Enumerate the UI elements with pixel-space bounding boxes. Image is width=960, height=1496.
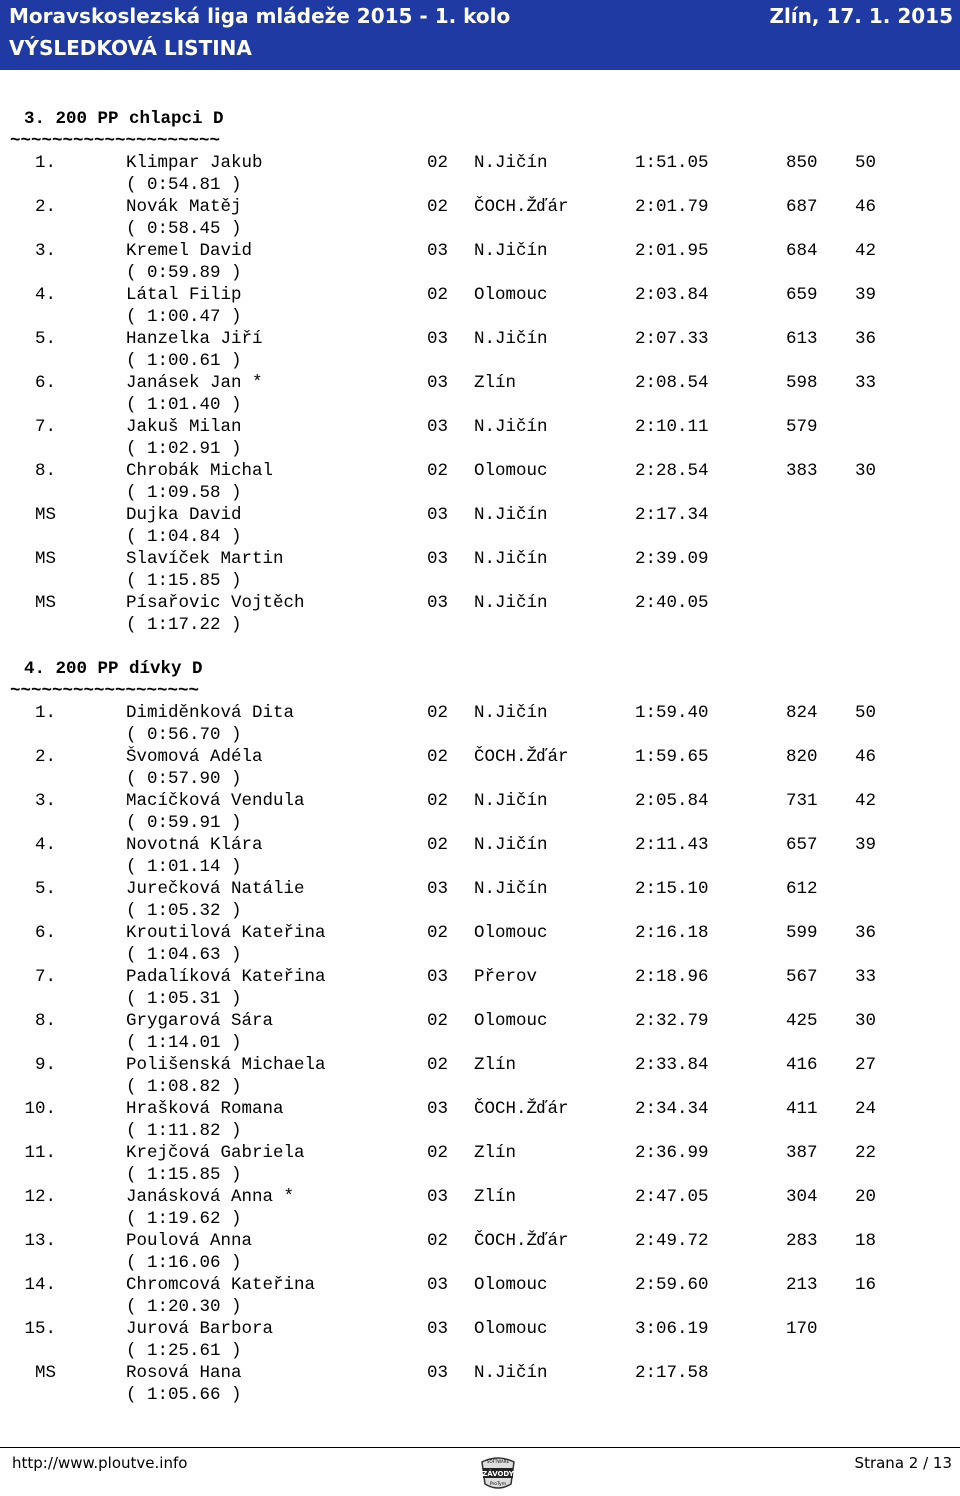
birth-year: 02	[427, 747, 449, 767]
result-row	[0, 878, 960, 922]
club-name: ČOCH.Žďár	[474, 1231, 569, 1251]
event-section	[0, 658, 960, 1406]
rank-cell: MS	[34, 505, 56, 525]
fina-points: 425	[786, 1011, 818, 1031]
birth-year: 03	[427, 1275, 449, 1295]
fina-points: 283	[786, 1231, 818, 1251]
club-name: N.Jičín	[474, 703, 548, 723]
split-time: ( 0:59.89 )	[126, 263, 242, 283]
result-row	[0, 1186, 960, 1230]
split-time: ( 1:04.63 )	[126, 945, 242, 965]
club-name: N.Jičín	[474, 505, 548, 525]
results-list	[0, 152, 960, 636]
result-row	[0, 196, 960, 240]
rank-cell: 6.	[34, 923, 56, 943]
swimmer-name: Chromcová Kateřina	[126, 1275, 316, 1295]
swimmer-name: Písařovic Vojtěch	[126, 593, 305, 613]
split-time: ( 1:05.66 )	[126, 1385, 242, 1405]
results-list	[0, 702, 960, 1406]
final-time: 2:49.72	[635, 1231, 709, 1251]
final-time: 2:59.60	[635, 1275, 709, 1295]
result-row	[0, 1054, 960, 1098]
split-time: ( 1:01.14 )	[126, 857, 242, 877]
birth-year: 02	[427, 703, 449, 723]
place-points: 46	[855, 747, 877, 767]
logo-main-text: ZÁVODY	[482, 1470, 514, 1478]
split-time: ( 1:05.31 )	[126, 989, 242, 1009]
fina-points: 684	[786, 241, 818, 261]
event-section	[0, 108, 960, 636]
birth-year: 02	[427, 1231, 449, 1251]
footer-url-link[interactable]: http://www.ploutve.info	[12, 1454, 188, 1472]
split-time: ( 1:02.91 )	[126, 439, 242, 459]
split-time: ( 0:59.91 )	[126, 813, 242, 833]
birth-year: 03	[427, 1319, 449, 1339]
place-points: 46	[855, 197, 877, 217]
software-logo-icon	[478, 1454, 518, 1492]
result-row	[0, 790, 960, 834]
birth-year: 02	[427, 923, 449, 943]
final-time: 2:08.54	[635, 373, 709, 393]
swimmer-name: Kremel David	[126, 241, 253, 261]
birth-year: 02	[427, 285, 449, 305]
final-time: 2:40.05	[635, 593, 709, 613]
fina-points: 170	[786, 1319, 818, 1339]
place-points: 33	[855, 967, 877, 987]
fina-points: 387	[786, 1143, 818, 1163]
rank-cell: 3.	[34, 791, 56, 811]
place-points: 50	[855, 153, 877, 173]
swimmer-name: Krejčová Gabriela	[126, 1143, 305, 1163]
fina-points: 599	[786, 923, 818, 943]
final-time: 2:34.34	[635, 1099, 709, 1119]
place-points: 18	[855, 1231, 877, 1251]
result-row	[0, 702, 960, 746]
rank-cell: 9.	[34, 1055, 56, 1075]
swimmer-name: Polišenská Michaela	[126, 1055, 326, 1075]
rank-cell: 3.	[34, 241, 56, 261]
final-time: 2:03.84	[635, 285, 709, 305]
fina-points: 383	[786, 461, 818, 481]
fina-points: 659	[786, 285, 818, 305]
final-time: 2:01.79	[635, 197, 709, 217]
club-name: N.Jičín	[474, 791, 548, 811]
swimmer-name: Grygarová Sára	[126, 1011, 274, 1031]
rank-cell: 13.	[24, 1231, 56, 1251]
split-time: ( 1:14.01 )	[126, 1033, 242, 1053]
result-row	[0, 1318, 960, 1362]
club-name: Olomouc	[474, 1011, 548, 1031]
result-row	[0, 1274, 960, 1318]
result-row	[0, 592, 960, 636]
rank-cell: 12.	[24, 1187, 56, 1207]
club-name: Olomouc	[474, 1275, 548, 1295]
final-time: 2:05.84	[635, 791, 709, 811]
birth-year: 02	[427, 461, 449, 481]
result-row	[0, 460, 960, 504]
place-points: 24	[855, 1099, 877, 1119]
birth-year: 03	[427, 417, 449, 437]
final-time: 2:17.34	[635, 505, 709, 525]
birth-year: 02	[427, 1143, 449, 1163]
rank-cell: 10.	[24, 1099, 56, 1119]
rank-cell: 1.	[34, 153, 56, 173]
birth-year: 02	[427, 1055, 449, 1075]
page-number: Strana 2 / 13	[854, 1454, 952, 1472]
rank-cell: 7.	[34, 967, 56, 987]
fina-points: 598	[786, 373, 818, 393]
fina-points: 612	[786, 879, 818, 899]
swimmer-name: Macíčková Vendula	[126, 791, 305, 811]
birth-year: 02	[427, 197, 449, 217]
club-name: Olomouc	[474, 285, 548, 305]
club-name: Olomouc	[474, 923, 548, 943]
birth-year: 02	[427, 835, 449, 855]
result-row	[0, 548, 960, 592]
club-name: N.Jičín	[474, 593, 548, 613]
result-row	[0, 240, 960, 284]
birth-year: 03	[427, 241, 449, 261]
split-time: ( 1:00.61 )	[126, 351, 242, 371]
split-time: ( 0:58.45 )	[126, 219, 242, 239]
fina-points: 820	[786, 747, 818, 767]
place-points: 27	[855, 1055, 877, 1075]
event-title-underline: ~~~~~~~~~~~~~~~~~~~~	[10, 131, 221, 151]
fina-points: 657	[786, 835, 818, 855]
rank-cell: 14.	[24, 1275, 56, 1295]
result-row	[0, 1230, 960, 1274]
swimmer-name: Jakuš Milan	[126, 417, 242, 437]
swimmer-name: Hrašková Romana	[126, 1099, 284, 1119]
split-time: ( 1:05.32 )	[126, 901, 242, 921]
fina-points: 567	[786, 967, 818, 987]
place-points: 39	[855, 285, 877, 305]
place-points: 30	[855, 1011, 877, 1031]
result-row	[0, 504, 960, 548]
final-time: 2:32.79	[635, 1011, 709, 1031]
final-time: 2:28.54	[635, 461, 709, 481]
final-time: 2:33.84	[635, 1055, 709, 1075]
split-time: ( 0:54.81 )	[126, 175, 242, 195]
place-points: 39	[855, 835, 877, 855]
birth-year: 02	[427, 791, 449, 811]
split-time: ( 1:15.85 )	[126, 1165, 242, 1185]
result-row	[0, 284, 960, 328]
club-name: N.Jičín	[474, 835, 548, 855]
birth-year: 03	[427, 1099, 449, 1119]
event-title: 4. 200 PP dívky D	[24, 659, 203, 679]
split-time: ( 1:08.82 )	[126, 1077, 242, 1097]
swimmer-name: Rosová Hana	[126, 1363, 242, 1383]
final-time: 2:01.95	[635, 241, 709, 261]
place-points: 22	[855, 1143, 877, 1163]
birth-year: 02	[427, 153, 449, 173]
final-time: 2:10.11	[635, 417, 709, 437]
swimmer-name: Slavíček Martin	[126, 549, 284, 569]
final-time: 1:59.65	[635, 747, 709, 767]
result-row	[0, 966, 960, 1010]
birth-year: 03	[427, 879, 449, 899]
result-row	[0, 1142, 960, 1186]
fina-points: 687	[786, 197, 818, 217]
swimmer-name: Dimiděnková Dita	[126, 703, 295, 723]
fina-points: 304	[786, 1187, 818, 1207]
rank-cell: 5.	[34, 879, 56, 899]
result-row	[0, 834, 960, 878]
birth-year: 03	[427, 505, 449, 525]
result-row	[0, 152, 960, 196]
place-points: 20	[855, 1187, 877, 1207]
swimmer-name: Chrobák Michal	[126, 461, 274, 481]
place-points: 16	[855, 1275, 877, 1295]
club-name: ČOCH.Žďár	[474, 1099, 569, 1119]
birth-year: 03	[427, 1363, 449, 1383]
birth-year: 03	[427, 1187, 449, 1207]
result-row	[0, 328, 960, 372]
rank-cell: 1.	[34, 703, 56, 723]
report-header	[0, 0, 960, 70]
fina-points: 416	[786, 1055, 818, 1075]
split-time: ( 1:20.30 )	[126, 1297, 242, 1317]
club-name: N.Jičín	[474, 241, 548, 261]
club-name: Olomouc	[474, 1319, 548, 1339]
club-name: N.Jičín	[474, 879, 548, 899]
swimmer-name: Švomová Adéla	[126, 747, 263, 767]
final-time: 2:15.10	[635, 879, 709, 899]
result-row	[0, 1010, 960, 1054]
event-title-underline: ~~~~~~~~~~~~~~~~~~	[10, 681, 200, 701]
club-name: Zlín	[474, 373, 517, 393]
birth-year: 02	[427, 1011, 449, 1031]
swimmer-name: Janásková Anna *	[126, 1187, 295, 1207]
swimmer-name: Novotná Klára	[126, 835, 263, 855]
rank-cell: 4.	[34, 835, 56, 855]
rank-cell: MS	[34, 593, 56, 613]
place-points: 30	[855, 461, 877, 481]
place-points: 33	[855, 373, 877, 393]
birth-year: 03	[427, 967, 449, 987]
fina-points: 824	[786, 703, 818, 723]
split-time: ( 1:16.06 )	[126, 1253, 242, 1273]
club-name: Zlín	[474, 1055, 517, 1075]
final-time: 3:06.19	[635, 1319, 709, 1339]
result-row	[0, 372, 960, 416]
report-subtitle: VÝSLEDKOVÁ LISTINA	[9, 36, 252, 60]
swimmer-name: Padalíková Kateřina	[126, 967, 326, 987]
final-time: 1:51.05	[635, 153, 709, 173]
final-time: 2:16.18	[635, 923, 709, 943]
final-time: 2:18.96	[635, 967, 709, 987]
place-points: 36	[855, 923, 877, 943]
fina-points: 731	[786, 791, 818, 811]
split-time: ( 1:19.62 )	[126, 1209, 242, 1229]
result-row	[0, 1362, 960, 1406]
result-row	[0, 1098, 960, 1142]
final-time: 2:11.43	[635, 835, 709, 855]
club-name: ČOCH.Žďár	[474, 197, 569, 217]
birth-year: 03	[427, 373, 449, 393]
result-row	[0, 746, 960, 790]
fina-points: 579	[786, 417, 818, 437]
club-name: N.Jičín	[474, 1363, 548, 1383]
club-name: N.Jičín	[474, 153, 548, 173]
club-name: Olomouc	[474, 461, 548, 481]
place-points: 36	[855, 329, 877, 349]
rank-cell: MS	[34, 549, 56, 569]
split-time: ( 1:01.40 )	[126, 395, 242, 415]
swimmer-name: Poulová Anna	[126, 1231, 253, 1251]
final-time: 2:17.58	[635, 1363, 709, 1383]
club-name: Zlín	[474, 1187, 517, 1207]
split-time: ( 1:00.47 )	[126, 307, 242, 327]
split-time: ( 1:15.85 )	[126, 571, 242, 591]
club-name: N.Jičín	[474, 417, 548, 437]
swimmer-name: Kroutilová Kateřina	[126, 923, 326, 943]
place-points: 42	[855, 791, 877, 811]
rank-cell: 6.	[34, 373, 56, 393]
split-time: ( 1:09.58 )	[126, 483, 242, 503]
swimmer-name: Dujka David	[126, 505, 242, 525]
place-points: 42	[855, 241, 877, 261]
split-time: ( 0:56.70 )	[126, 725, 242, 745]
split-time: ( 1:11.82 )	[126, 1121, 242, 1141]
club-name: N.Jičín	[474, 329, 548, 349]
swimmer-name: Jurečková Natálie	[126, 879, 305, 899]
swimmer-name: Novák Matěj	[126, 197, 242, 217]
place-points: 50	[855, 703, 877, 723]
fina-points: 411	[786, 1099, 818, 1119]
competition-title: Moravskoslezská liga mládeže 2015 - 1. kolo	[9, 4, 511, 28]
event-title: 3. 200 PP chlapci D	[24, 109, 224, 129]
club-name: N.Jičín	[474, 549, 548, 569]
rank-cell: 2.	[34, 197, 56, 217]
club-name: Zlín	[474, 1143, 517, 1163]
rank-cell: 8.	[34, 461, 56, 481]
logo-bottom-text: ProTym	[489, 1482, 507, 1487]
final-time: 2:07.33	[635, 329, 709, 349]
club-name: Přerov	[474, 967, 538, 987]
fina-points: 213	[786, 1275, 818, 1295]
birth-year: 03	[427, 549, 449, 569]
split-time: ( 1:25.61 )	[126, 1341, 242, 1361]
place-date: Zlín, 17. 1. 2015	[769, 4, 953, 28]
rank-cell: 5.	[34, 329, 56, 349]
logo-top-text: SOFTWARE	[486, 1459, 510, 1464]
rank-cell: 7.	[34, 417, 56, 437]
swimmer-name: Klimpar Jakub	[126, 153, 263, 173]
swimmer-name: Janásek Jan *	[126, 373, 263, 393]
fina-points: 850	[786, 153, 818, 173]
swimmer-name: Hanzelka Jiří	[126, 329, 263, 349]
rank-cell: 8.	[34, 1011, 56, 1031]
rank-cell: 4.	[34, 285, 56, 305]
page-footer	[0, 1447, 960, 1496]
split-time: ( 0:57.90 )	[126, 769, 242, 789]
results-content	[0, 108, 960, 1406]
result-row	[0, 416, 960, 460]
rank-cell: 15.	[24, 1319, 56, 1339]
final-time: 2:39.09	[635, 549, 709, 569]
swimmer-name: Jurová Barbora	[126, 1319, 274, 1339]
final-time: 2:36.99	[635, 1143, 709, 1163]
result-row	[0, 922, 960, 966]
final-time: 1:59.40	[635, 703, 709, 723]
swimmer-name: Látal Filip	[126, 285, 242, 305]
split-time: ( 1:17.22 )	[126, 615, 242, 635]
final-time: 2:47.05	[635, 1187, 709, 1207]
rank-cell: MS	[34, 1363, 56, 1383]
fina-points: 613	[786, 329, 818, 349]
rank-cell: 11.	[24, 1143, 56, 1163]
birth-year: 03	[427, 329, 449, 349]
rank-cell: 2.	[34, 747, 56, 767]
club-name: ČOCH.Žďár	[474, 747, 569, 767]
split-time: ( 1:04.84 )	[126, 527, 242, 547]
birth-year: 03	[427, 593, 449, 613]
